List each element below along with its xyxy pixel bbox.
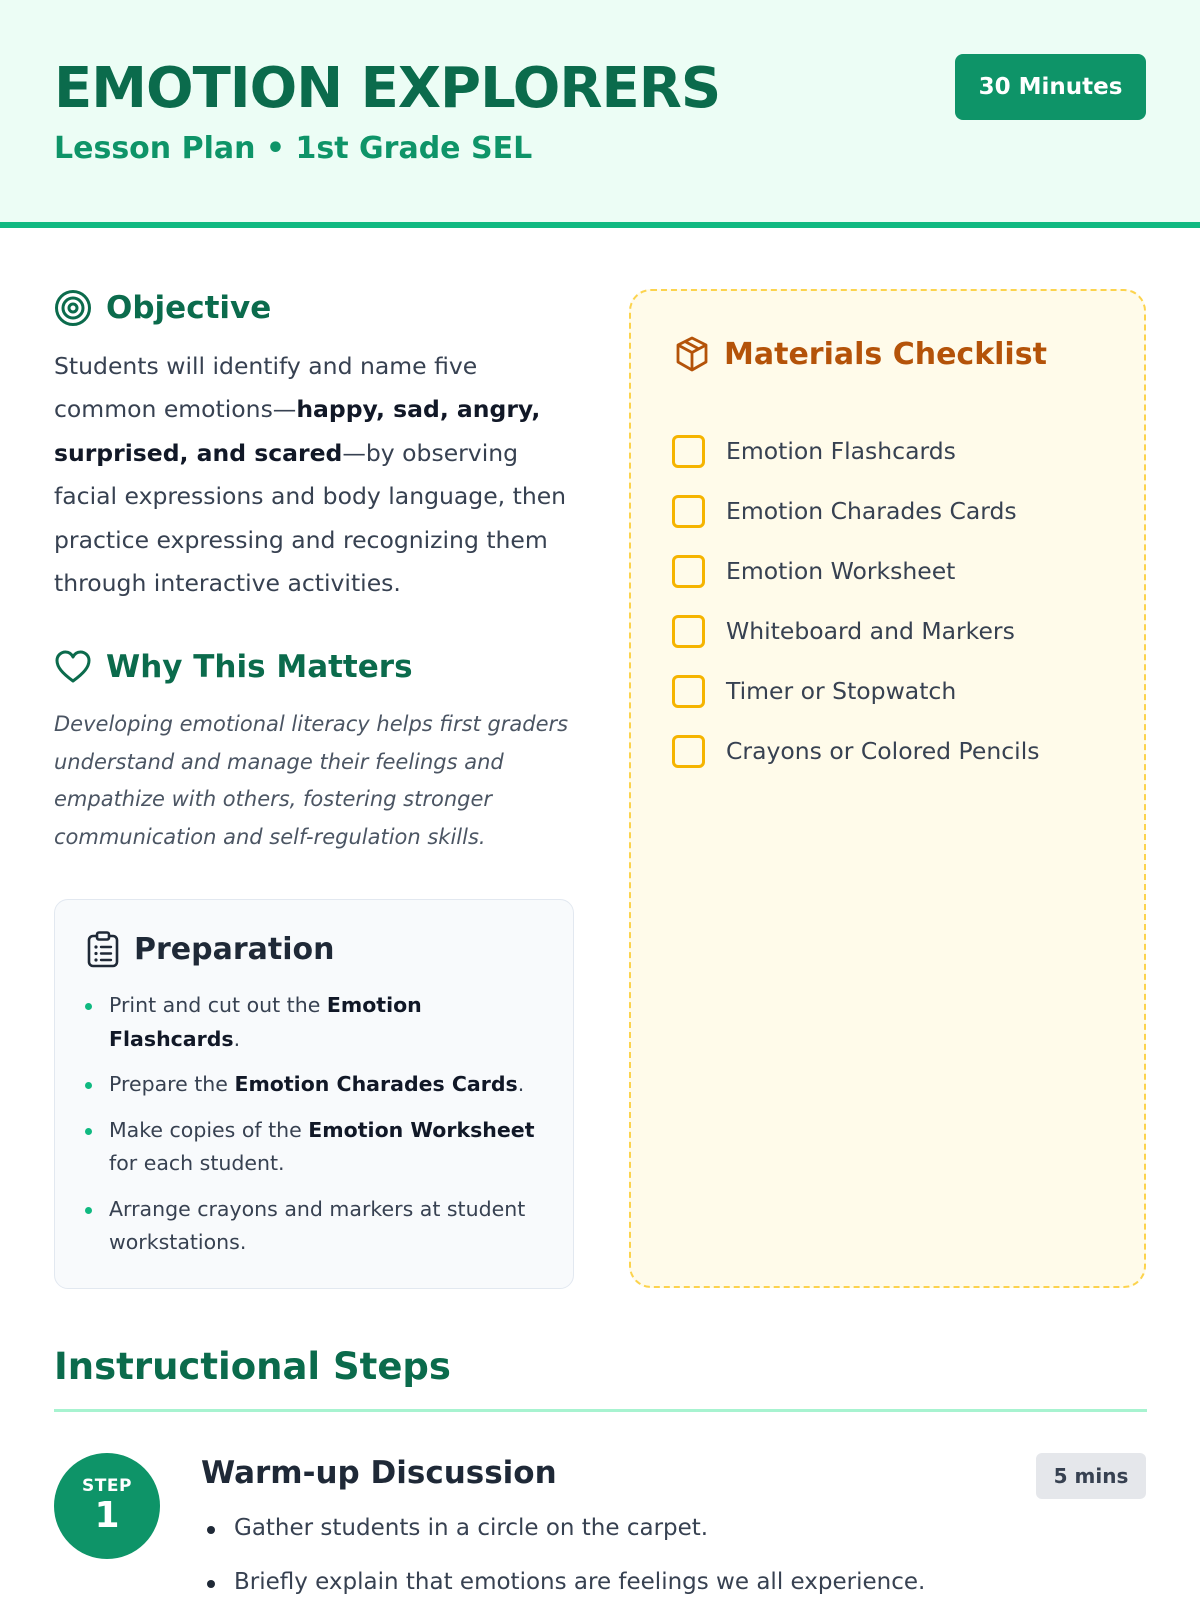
item-bold: Emotion Flashcards: [109, 993, 422, 1051]
checkbox[interactable]: [672, 675, 705, 708]
item-text: .: [517, 1072, 525, 1096]
checklist-item-label: Crayons or Colored Pencils: [726, 737, 1040, 765]
checklist-item-label: Emotion Flashcards: [726, 437, 956, 465]
lesson-header: [0, 0, 1200, 228]
list-item: [83, 1193, 553, 1260]
step-label: STEP: [82, 1476, 132, 1496]
checklist-item-label: Timer or Stopwatch: [726, 677, 957, 705]
checklist-item[interactable]: [672, 601, 1039, 661]
steps-heading: Instructional Steps: [54, 1345, 451, 1388]
materials-card: [629, 289, 1146, 1288]
page-subtitle: Lesson Plan • 1st Grade SEL: [54, 131, 533, 166]
checkbox[interactable]: [672, 735, 705, 768]
item-text: Print and cut out the: [109, 993, 327, 1017]
materials-heading: [674, 335, 1047, 373]
item-bold: Emotion Worksheet: [308, 1117, 535, 1142]
step-bullets: [205, 1512, 925, 1600]
heart-icon: [54, 649, 92, 685]
checkbox[interactable]: [672, 435, 705, 468]
checkbox[interactable]: [672, 495, 705, 528]
item-text: Prepare the: [109, 1072, 235, 1096]
list-item: [83, 1068, 553, 1102]
checklist-item[interactable]: [672, 721, 1039, 781]
why-text: Developing emotional literacy helps first graders understand and manage their feelings and empathize with others, fostering stronger communication and self-regulation skills.: [54, 712, 569, 849]
item-text: Arrange crayons and markers at student workstations.: [109, 1196, 526, 1254]
preparation-card: [54, 899, 574, 1289]
page-title: EMOTION EXPLORERS: [54, 56, 721, 121]
item-text: for each student.: [109, 1151, 285, 1175]
preparation-heading: [86, 930, 334, 968]
clipboard-icon: [86, 930, 120, 968]
checklist-item[interactable]: [672, 421, 1039, 481]
list-item: [83, 1114, 553, 1181]
materials-list: [672, 421, 1039, 781]
checklist-item[interactable]: [672, 541, 1039, 601]
objective-emotions: happy, sad, angry, surprised, and scared: [54, 395, 541, 467]
item-text: Make copies of the: [109, 1117, 309, 1142]
checklist-item-label: Whiteboard and Markers: [726, 617, 1015, 645]
list-item: Gather students in a circle on the carpet.: [205, 1512, 925, 1544]
checkbox[interactable]: [672, 555, 705, 588]
duration-badge: 30 Minutes: [955, 54, 1146, 120]
list-item: [83, 989, 553, 1056]
item-text: .: [233, 1026, 241, 1051]
divider: [54, 1409, 1147, 1412]
materials-heading-text: Materials Checklist: [724, 336, 1047, 372]
checklist-item[interactable]: [672, 481, 1039, 541]
checklist-item[interactable]: [672, 661, 1039, 721]
preparation-list: [83, 989, 553, 1272]
objective-heading: [54, 289, 271, 327]
checklist-item-label: Emotion Charades Cards: [726, 497, 1017, 525]
step-number-badge: [54, 1453, 160, 1559]
preparation-heading-text: Preparation: [134, 931, 335, 967]
objective-heading-text: Objective: [106, 290, 272, 326]
objective-text: [54, 345, 584, 605]
list-item: Briefly explain that emotions are feelings we all experience.: [205, 1566, 925, 1598]
why-heading-text: Why This Matters: [106, 649, 413, 685]
checkbox[interactable]: [672, 615, 705, 648]
objective-text-part: —by observing facial expressions and body language, then practice expressing and recognizing them through interactive activities.: [54, 438, 567, 598]
target-icon: [54, 289, 92, 327]
package-icon: [674, 335, 710, 373]
item-bold: Emotion Charades Cards: [234, 1072, 518, 1096]
objective-text-part: Students will identify and name five common emotions—: [54, 352, 478, 424]
step-number: 1: [94, 1495, 120, 1536]
checklist-item-label: Emotion Worksheet: [726, 557, 956, 585]
why-heading: [54, 649, 413, 685]
step-title: Warm-up Discussion: [201, 1455, 557, 1491]
step-duration-badge: 5 mins: [1036, 1453, 1146, 1499]
